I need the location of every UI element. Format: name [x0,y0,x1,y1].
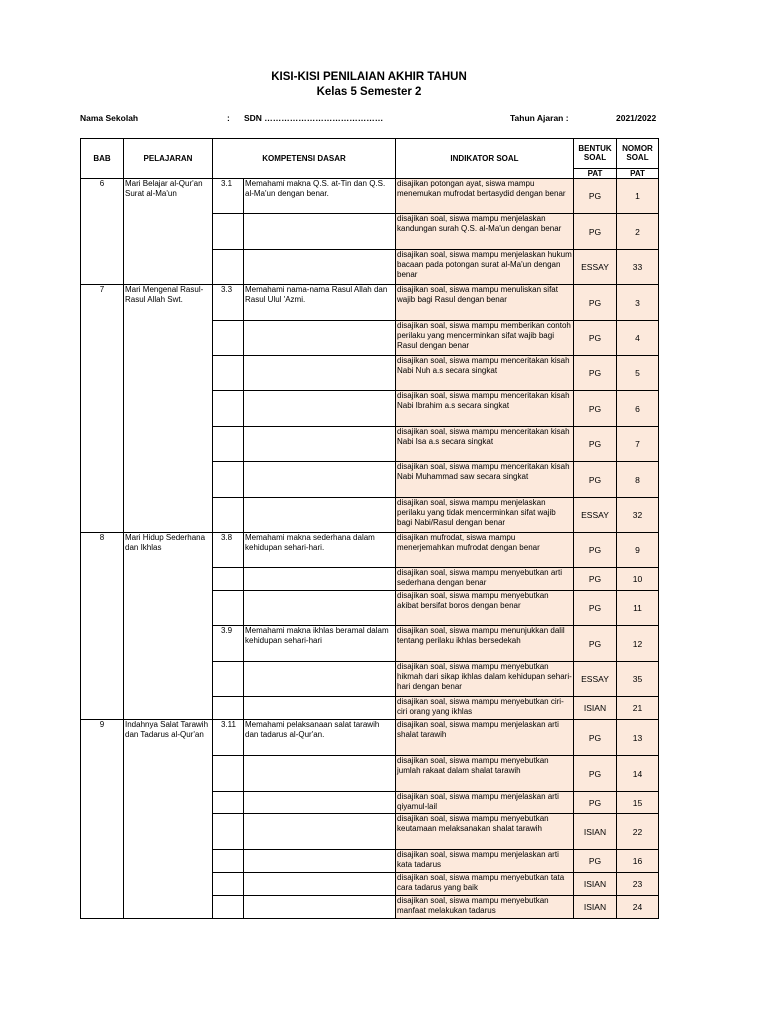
header-indikator-soal: INDIKATOR SOAL [396,139,574,179]
indikator-cell: disajikan soal, siswa mampu menyebutkan jumlah rakaat dalam shalat tarawih [396,756,574,792]
header-bentuk-soal: BENTUK SOAL [574,139,617,169]
bab-cell: 6 [81,179,124,285]
table-row [81,533,659,568]
school-colon: : [227,113,230,123]
bentuk-soal-cell: ISIAN [574,873,617,896]
kd-number-cell [213,391,244,427]
indikator-cell: disajikan soal, siswa mampu menceritakan kisah Nabi Ibrahim a.s secara singkat [396,391,574,427]
kd-text-cell [244,792,396,814]
kd-text-cell [244,756,396,792]
indikator-cell: disajikan soal, siswa mampu menyebutkan hikmah dari sikap ikhlas dalam kehidupan sehari-hari dengan benar [396,662,574,697]
indikator-cell: disajikan soal, siswa mampu menyebutkan tata cara tadarus yang baik [396,873,574,896]
year-value: 2021/2022 [616,113,657,123]
kd-number-cell [213,662,244,697]
bentuk-soal-cell: PG [574,720,617,756]
indikator-cell: disajikan soal, siswa mampu menjelaskan kandungan surah Q.S. al-Ma'un dengan benar [396,214,574,250]
kd-number-cell [213,896,244,919]
table-row [81,179,659,214]
bentuk-soal-cell: PG [574,850,617,873]
kd-number-cell [213,250,244,285]
indikator-cell: disajikan soal, siswa mampu memberikan contoh perilaku yang mencerminkan sifat wajib bagi Rasul dengan benar [396,321,574,356]
indikator-cell: disajikan soal, siswa mampu menyebutkan ciri-ciri orang yang ikhlas [396,697,574,720]
indikator-cell: disajikan soal, siswa mampu menyebutkan manfaat melakukan tadarus [396,896,574,919]
pelajaran-cell: Indahnya Salat Tarawih dan Tadarus al-Qur'an [124,720,213,919]
indikator-cell: disajikan soal, siswa mampu menceritakan kisah Nabi Muhammad saw secara singkat [396,462,574,498]
header-pelajaran: PELAJARAN [124,139,213,179]
kd-number-cell: 3.9 [213,626,244,662]
bentuk-soal-cell: ISIAN [574,896,617,919]
header-kompetensi-dasar: KOMPETENSI DASAR [213,139,396,179]
bentuk-soal-cell: ESSAY [574,250,617,285]
indikator-cell: disajikan soal, siswa mampu menjelaskan arti shalat tarawih [396,720,574,756]
bentuk-soal-cell: PG [574,214,617,250]
indikator-cell: disajikan soal, siswa mampu menjelaskan hukum bacaan pada potongan surat al-Ma'un dengan benar [396,250,574,285]
kd-text-cell [244,591,396,626]
kisi-kisi-table [80,138,659,919]
indikator-cell: disajikan soal, siswa mampu menuliskan sifat wajib bagi Rasul dengan benar [396,285,574,321]
bentuk-soal-cell: PG [574,285,617,321]
kd-number-cell [213,214,244,250]
nomor-soal-cell: 16 [617,850,659,873]
nomor-soal-cell: 10 [617,568,659,591]
pelajaran-cell: Mari Belajar al-Qur'an Surat al-Ma'un [124,179,213,285]
kd-number-cell [213,850,244,873]
kd-text-cell: Memahami makna Q.S. at-Tin dan Q.S. al-Ma'un dengan benar. [244,179,396,214]
kd-text-cell [244,356,396,391]
kd-text-cell: Memahami makna sederhana dalam kehidupan sehari-hari. [244,533,396,568]
kd-number-cell: 3.3 [213,285,244,321]
kd-text-cell: Memahami pelaksanaan salat tarawih dan tadarus al-Qur'an. [244,720,396,756]
kd-text-cell [244,250,396,285]
kd-number-cell [213,462,244,498]
nomor-soal-cell: 15 [617,792,659,814]
nomor-soal-cell: 14 [617,756,659,792]
bentuk-soal-cell: ISIAN [574,814,617,850]
document-title: KISI-KISI PENILAIAN AKHIR TAHUN [271,71,467,83]
bab-cell: 8 [81,533,124,720]
bentuk-soal-cell: ESSAY [574,498,617,533]
kd-number-cell [213,498,244,533]
kd-number-cell [213,814,244,850]
kd-number-cell [213,697,244,720]
nomor-soal-cell: 12 [617,626,659,662]
indikator-cell: disajikan soal, siswa mampu menyebutkan akibat bersifat boros dengan benar [396,591,574,626]
kd-text-cell [244,568,396,591]
header-nomor-soal: NOMOR SOAL [617,139,659,169]
school-value: SDN …………………………………… [244,113,384,123]
nomor-soal-cell: 6 [617,391,659,427]
pelajaran-cell: Mari Hidup Sederhana dan Ikhlas [124,533,213,720]
kd-text-cell: Memahami nama-nama Rasul Allah dan Rasul Ulul 'Azmi. [244,285,396,321]
header-pat-bentuk: PAT [574,169,617,179]
kd-text-cell [244,391,396,427]
kd-number-cell [213,873,244,896]
bentuk-soal-cell: PG [574,792,617,814]
pelajaran-cell: Mari Mengenal Rasul-Rasul Allah Swt. [124,285,213,533]
bab-cell: 7 [81,285,124,533]
indikator-cell: disajikan soal, siswa mampu menceritakan kisah Nabi Isa a.s secara singkat [396,427,574,462]
nomor-soal-cell: 1 [617,179,659,214]
indikator-cell: disajikan soal, siswa mampu menceritakan kisah Nabi Nuh a.s secara singkat [396,356,574,391]
bentuk-soal-cell: PG [574,756,617,792]
kd-number-cell [213,321,244,356]
kd-text-cell [244,850,396,873]
header-pat-nomor: PAT [617,169,659,179]
bentuk-soal-cell: PG [574,179,617,214]
bentuk-soal-cell: PG [574,568,617,591]
nomor-soal-cell: 35 [617,662,659,697]
bentuk-soal-cell: PG [574,591,617,626]
nomor-soal-cell: 33 [617,250,659,285]
kd-number-cell: 3.1 [213,179,244,214]
document-subtitle: Kelas 5 Semester 2 [316,86,422,98]
kd-number-cell: 3.11 [213,720,244,756]
table-row [81,285,659,321]
nomor-soal-cell: 2 [617,214,659,250]
bentuk-soal-cell: PG [574,321,617,356]
indikator-cell: disajikan soal, siswa mampu menjelaskan arti qiyamul-lail [396,792,574,814]
bab-cell: 9 [81,720,124,919]
bentuk-soal-cell: PG [574,391,617,427]
kd-text-cell [244,814,396,850]
nomor-soal-cell: 13 [617,720,659,756]
kd-number-cell [213,756,244,792]
kd-number-cell [213,568,244,591]
kd-text-cell [244,214,396,250]
nomor-soal-cell: 11 [617,591,659,626]
nomor-soal-cell: 9 [617,533,659,568]
bentuk-soal-cell: PG [574,427,617,462]
indikator-cell: disajikan soal, siswa mampu menunjukkan dalil tentang perilaku ikhlas bersedekah [396,626,574,662]
header-bab: BAB [81,139,124,179]
indikator-cell: disajikan soal, siswa mampu menjelaskan arti kata tadarus [396,850,574,873]
bentuk-soal-cell: PG [574,533,617,568]
year-label: Tahun Ajaran : [510,113,569,123]
kd-text-cell [244,462,396,498]
nomor-soal-cell: 5 [617,356,659,391]
kd-text-cell: Memahami makna ikhlas beramal dalam kehidupan sehari-hari [244,626,396,662]
indikator-cell: disajikan soal, siswa mampu menyebutkan arti sederhana dengan benar [396,568,574,591]
kd-text-cell [244,896,396,919]
bentuk-soal-cell: ISIAN [574,697,617,720]
kd-text-cell [244,662,396,697]
kd-number-cell [213,427,244,462]
nomor-soal-cell: 23 [617,873,659,896]
nomor-soal-cell: 21 [617,697,659,720]
kd-number-cell: 3.8 [213,533,244,568]
nomor-soal-cell: 3 [617,285,659,321]
school-label: Nama Sekolah [80,113,139,123]
indikator-cell: disajikan mufrodat, siswa mampu menerjemahkan mufrodat dengan benar [396,533,574,568]
kd-number-cell [213,356,244,391]
nomor-soal-cell: 8 [617,462,659,498]
kd-text-cell [244,498,396,533]
bentuk-soal-cell: PG [574,626,617,662]
kd-text-cell [244,321,396,356]
kd-number-cell [213,792,244,814]
nomor-soal-cell: 22 [617,814,659,850]
bentuk-soal-cell: PG [574,356,617,391]
nomor-soal-cell: 32 [617,498,659,533]
indikator-cell: disajikan potongan ayat, siswa mampu menemukan mufrodat bertasydid dengan benar [396,179,574,214]
kd-text-cell [244,697,396,720]
kd-number-cell [213,591,244,626]
nomor-soal-cell: 4 [617,321,659,356]
table-row [81,720,659,756]
bentuk-soal-cell: PG [574,462,617,498]
nomor-soal-cell: 24 [617,896,659,919]
bentuk-soal-cell: ESSAY [574,662,617,697]
indikator-cell: disajikan soal, siswa mampu menyebutkan keutamaan melaksanakan shalat tarawih [396,814,574,850]
indikator-cell: disajikan soal, siswa mampu menjelaskan perilaku yang tidak mencerminkan sifat wajib bagi Nabi/Rasul dengan benar [396,498,574,533]
kd-text-cell [244,427,396,462]
table-body [81,179,659,919]
kd-text-cell [244,873,396,896]
nomor-soal-cell: 7 [617,427,659,462]
